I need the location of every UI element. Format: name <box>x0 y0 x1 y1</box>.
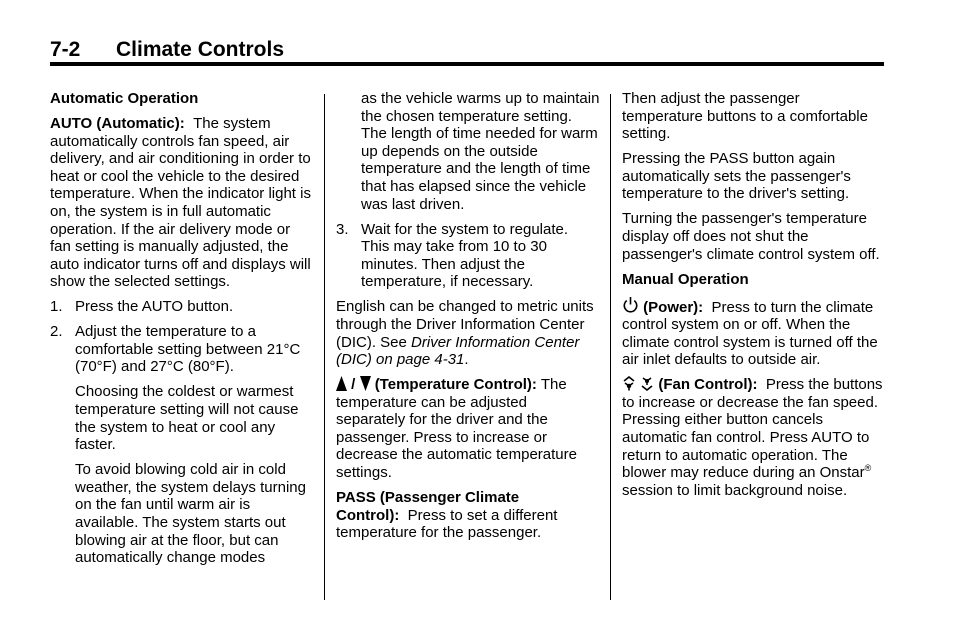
temperature-paragraph <box>336 376 600 482</box>
section-heading: Manual Operation <box>622 270 749 288</box>
column-3 <box>622 90 884 507</box>
page-number: 7-2 <box>50 38 81 61</box>
metric-end: . <box>464 351 469 369</box>
pass-paragraph <box>336 489 600 542</box>
section-heading: Automatic Operation <box>50 90 199 107</box>
power-label: (Power): <box>643 298 704 316</box>
fan-paragraph <box>622 376 884 499</box>
auto-label: AUTO (Automatic): <box>50 114 185 132</box>
temp-separator: / <box>347 376 360 394</box>
metric-paragraph <box>336 298 600 368</box>
step-text: Adjust the temperature to a comfortable setting between 21°C (70°F) and 27°C (80°F). <box>75 323 301 376</box>
temp-label: (Temperature Control): <box>374 376 537 394</box>
auto-text: The system automatically controls fan speed, air delivery, and air conditioning in order to heat or cool the vehicle to the desired temperature. When the indicator light is on, the system is in full automatic operation. If the air delivery mode or fan setting is manually adjusted, the auto indicator turns off and displays will show the selected settings. <box>50 114 311 291</box>
fan-increase-icon <box>622 376 636 391</box>
column-2 <box>336 90 600 549</box>
pass-label: PASS (Passenger Climate Control): <box>336 489 520 524</box>
auto-paragraph <box>50 115 312 291</box>
fan-decrease-icon <box>640 376 654 391</box>
step-note-continued: as the vehicle warms up to maintain the chosen temperature setting. The length of time needed for warm up depends on the outside temperature and the length of time that has elapsed since the vehicle was last driven. <box>361 90 600 213</box>
fan-text-end: session to limit background noise. <box>622 481 848 499</box>
list-item <box>50 323 312 376</box>
fan-text: Press the buttons to increase or decrease the fan speed. Pressing either button cancels automatic fan control. Press AUTO to return to automatic operation. The blower may reduce during an Onstar <box>622 376 883 482</box>
step-text: Press the AUTO button. <box>75 298 234 316</box>
registered-mark: ® <box>864 463 872 474</box>
list-item <box>336 221 600 291</box>
pass-again-paragraph: Pressing the PASS button again automatically sets the passenger's temperature to the driver's setting. <box>622 150 851 203</box>
power-icon <box>622 296 639 314</box>
step-number: 3. <box>336 220 349 238</box>
power-text: Press to turn the climate control system on or off. When the climate control system is turned off the air inlet defaults to outside air. <box>622 298 878 369</box>
step-note: To avoid blowing cold air in cold weather, the system delays turning on the fan until warm air is available. The system starts out blowing air at the floor, but can automatically change modes <box>75 461 306 567</box>
triangle-down-icon <box>360 376 371 391</box>
pass-off-paragraph: Turning the passenger's temperature display off does not shut the passenger's climate control system off. <box>622 210 880 263</box>
column-1 <box>50 90 312 574</box>
step-number: 2. <box>50 323 63 341</box>
pass-continued: Then adjust the passenger temperature buttons to a comfortable setting. <box>622 90 868 143</box>
column-divider <box>610 94 611 600</box>
fan-label: (Fan Control): <box>658 376 758 394</box>
power-paragraph <box>622 296 884 369</box>
pass-text: Press to set a different temperature for the passenger. <box>336 506 558 542</box>
page-header <box>50 36 884 68</box>
step-text: Wait for the system to regulate. This may take from 10 to 30 minutes. Then adjust the temperature, if necessary. <box>361 220 569 291</box>
temp-text: The temperature can be adjusted separately for the driver and the passenger. Press to increase or decrease the automatic temperature settings. <box>336 376 577 482</box>
step-number: 1. <box>50 298 63 316</box>
step-note: Choosing the coldest or warmest temperature setting will not cause the system to heat or cool any faster. <box>75 383 299 454</box>
column-divider <box>324 94 325 600</box>
list-item <box>50 298 312 316</box>
metric-text: English can be changed to metric units through the Driver Information Center (DIC). See <box>336 298 594 351</box>
dic-cross-reference: Driver Information Center (DIC) on page 4-31 <box>336 333 580 369</box>
chapter-title: Climate Controls <box>116 38 285 61</box>
triangle-up-icon <box>336 376 347 391</box>
header-rule <box>50 62 884 66</box>
